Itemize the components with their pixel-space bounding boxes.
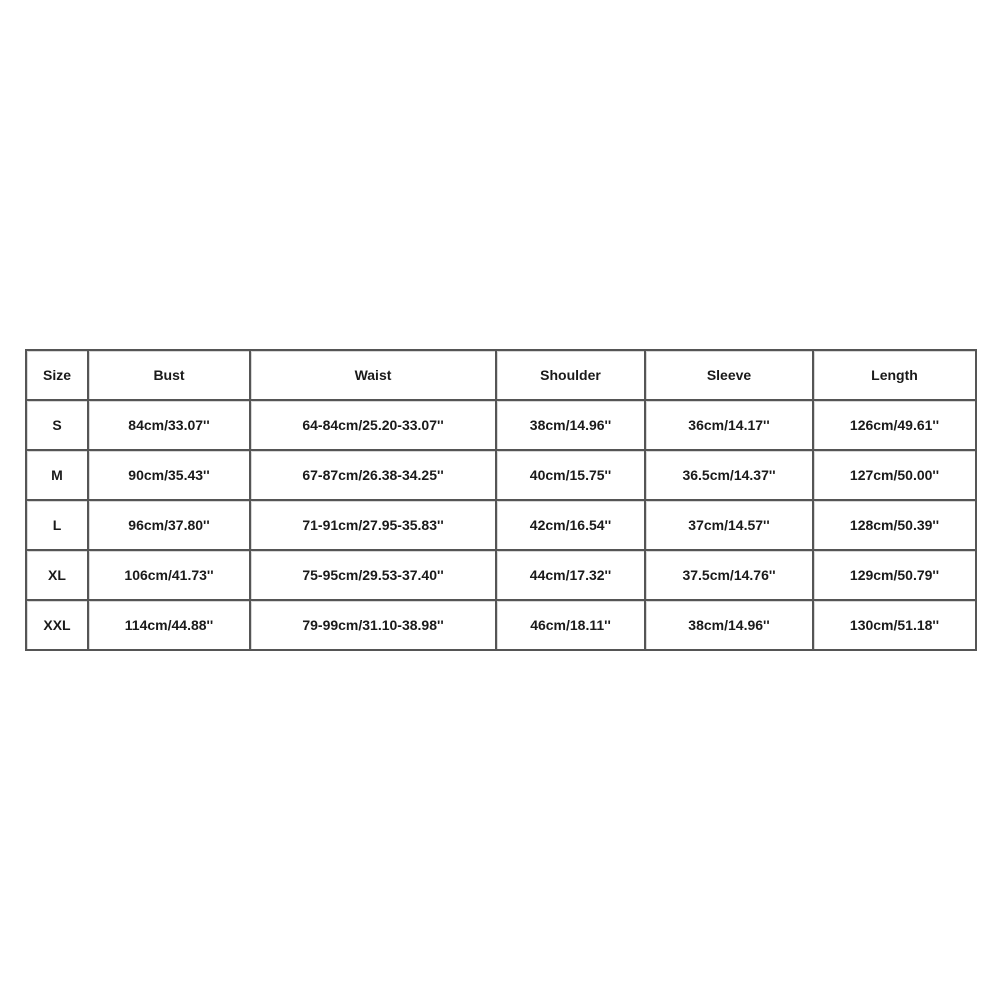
cell-length: 128cm/50.39'' <box>814 501 977 551</box>
cell-bust: 96cm/37.80'' <box>89 501 251 551</box>
cell-sleeve: 36cm/14.17'' <box>646 401 814 451</box>
cell-size: M <box>27 451 89 501</box>
cell-size: XXL <box>27 601 89 651</box>
cell-shoulder: 44cm/17.32'' <box>497 551 646 601</box>
header-waist: Waist <box>251 351 497 401</box>
cell-bust: 90cm/35.43'' <box>89 451 251 501</box>
cell-shoulder: 38cm/14.96'' <box>497 401 646 451</box>
cell-length: 126cm/49.61'' <box>814 401 977 451</box>
cell-length: 127cm/50.00'' <box>814 451 977 501</box>
cell-waist: 75-95cm/29.53-37.40'' <box>251 551 497 601</box>
cell-sleeve: 38cm/14.96'' <box>646 601 814 651</box>
size-chart-table <box>25 349 977 651</box>
cell-size: S <box>27 401 89 451</box>
cell-size: L <box>27 501 89 551</box>
cell-waist: 71-91cm/27.95-35.83'' <box>251 501 497 551</box>
cell-length: 129cm/50.79'' <box>814 551 977 601</box>
cell-length: 130cm/51.18'' <box>814 601 977 651</box>
table-row <box>27 401 977 451</box>
table-row <box>27 451 977 501</box>
cell-waist: 67-87cm/26.38-34.25'' <box>251 451 497 501</box>
cell-shoulder: 42cm/16.54'' <box>497 501 646 551</box>
cell-sleeve: 37cm/14.57'' <box>646 501 814 551</box>
cell-bust: 106cm/41.73'' <box>89 551 251 601</box>
table-row <box>27 501 977 551</box>
header-row <box>27 351 977 401</box>
cell-waist: 79-99cm/31.10-38.98'' <box>251 601 497 651</box>
header-size: Size <box>27 351 89 401</box>
cell-sleeve: 37.5cm/14.76'' <box>646 551 814 601</box>
header-sleeve: Sleeve <box>646 351 814 401</box>
cell-bust: 114cm/44.88'' <box>89 601 251 651</box>
cell-size: XL <box>27 551 89 601</box>
cell-shoulder: 40cm/15.75'' <box>497 451 646 501</box>
table-row <box>27 601 977 651</box>
cell-bust: 84cm/33.07'' <box>89 401 251 451</box>
header-length: Length <box>814 351 977 401</box>
table-row <box>27 551 977 601</box>
cell-waist: 64-84cm/25.20-33.07'' <box>251 401 497 451</box>
header-bust: Bust <box>89 351 251 401</box>
cell-shoulder: 46cm/18.11'' <box>497 601 646 651</box>
cell-sleeve: 36.5cm/14.37'' <box>646 451 814 501</box>
header-shoulder: Shoulder <box>497 351 646 401</box>
